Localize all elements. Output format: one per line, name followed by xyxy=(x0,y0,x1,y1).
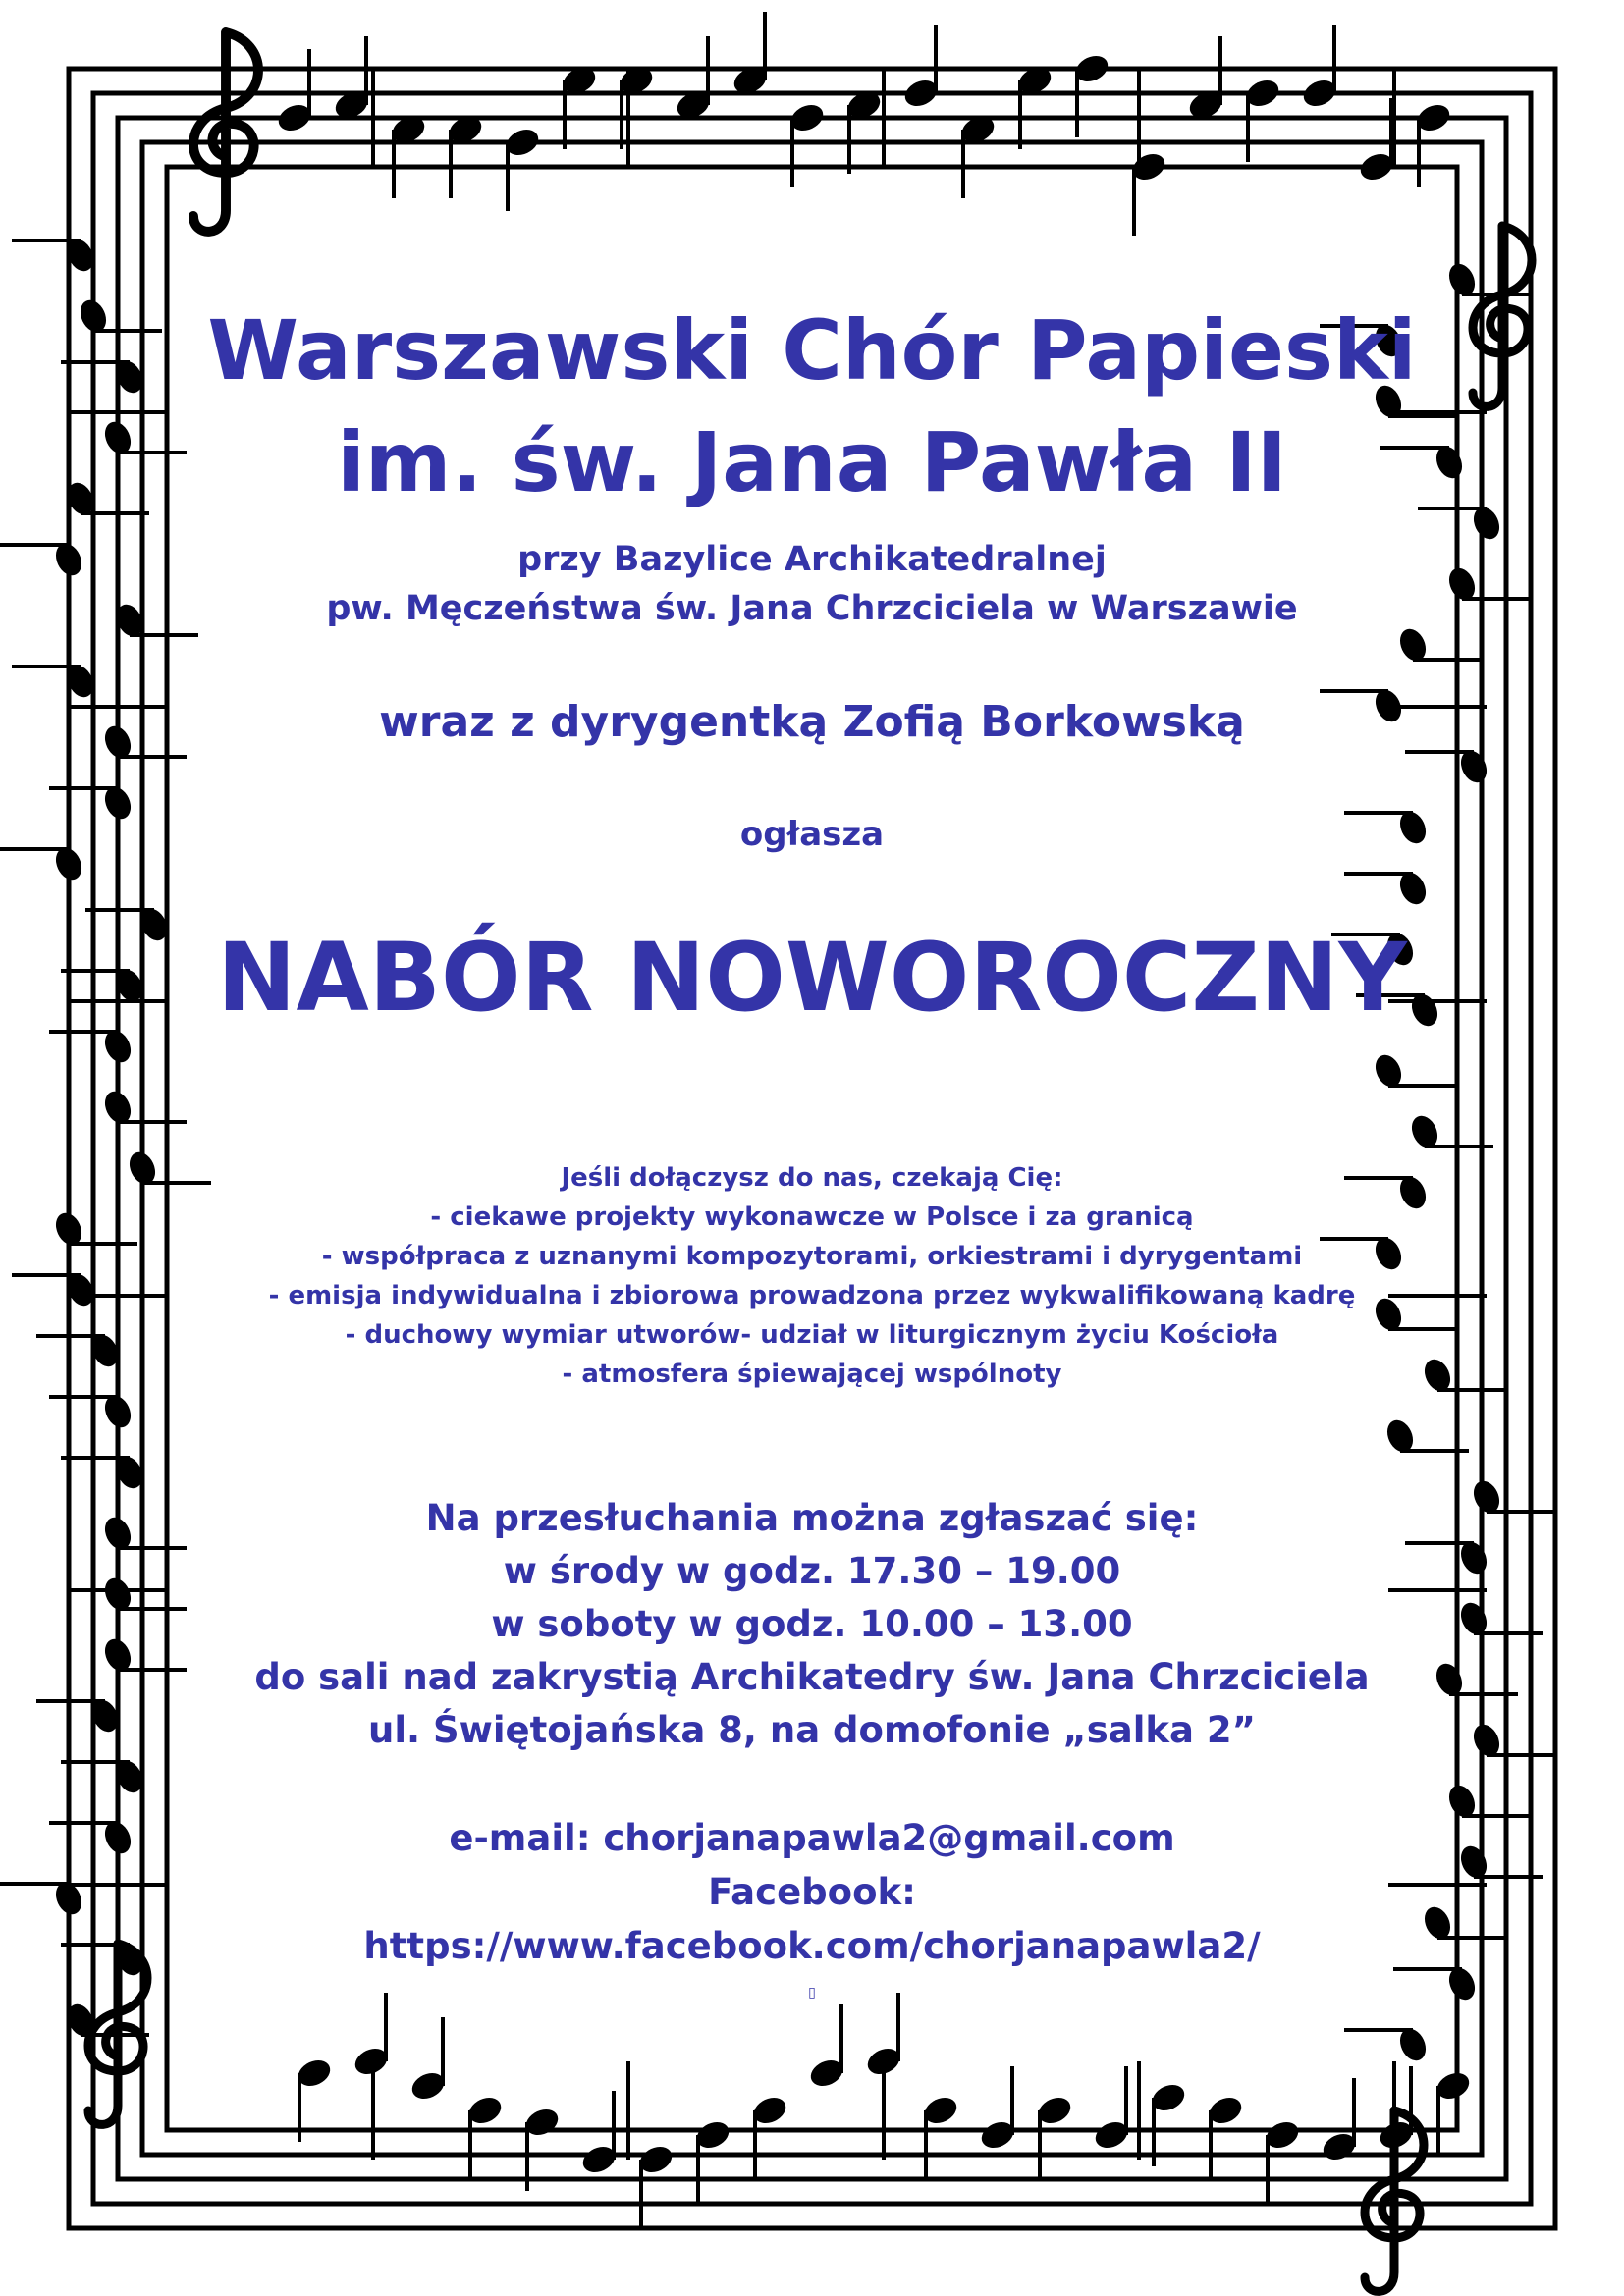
music-note-icon xyxy=(36,1696,123,1736)
music-note-icon xyxy=(1015,63,1056,149)
benefit-item: - atmosfera śpiewającej wspólnoty xyxy=(562,1360,1062,1389)
placeholder-glyph: ▯ xyxy=(808,1985,816,2001)
basilica-dedication: pw. Męczeństwa św. Jana Chrzciciela w Warszawie xyxy=(326,589,1298,628)
music-note-icon xyxy=(85,905,172,945)
music-note-icon xyxy=(958,112,999,198)
announces-word: ogłasza xyxy=(739,815,885,854)
music-note-icon xyxy=(617,63,657,149)
music-note-icon xyxy=(0,540,86,580)
conductor-line: wraz z dyrygentką Zofią Borkowską xyxy=(379,697,1245,747)
benefits-list xyxy=(187,1158,1437,1394)
music-note-icon xyxy=(560,63,600,149)
music-note-icon xyxy=(1186,36,1226,123)
music-note-icon xyxy=(844,87,885,174)
music-note-icon xyxy=(61,1757,147,1797)
benefit-item: - emisja indywidualna i zbiorowa prowadzona przez wykwalifikowaną kadrę xyxy=(268,1281,1356,1310)
music-note-icon xyxy=(63,479,149,519)
benefit-item: - współpraca z uznanymi kompozytorami, orkiestrami i dyrygentami xyxy=(321,1242,1303,1271)
music-note-icon xyxy=(674,36,714,123)
music-note-icon xyxy=(61,1940,147,1980)
music-note-icon xyxy=(731,12,771,98)
audition-place: do sali nad zakrystią Archikatedry św. Jana Chrzciciela xyxy=(254,1656,1370,1698)
music-note-icon xyxy=(61,1453,147,1493)
audition-wednesday: w środy w godz. 17.30 – 19.00 xyxy=(503,1550,1121,1592)
audition-info xyxy=(187,1492,1437,1757)
music-note-icon xyxy=(0,844,86,884)
audition-intro: Na przesłuchania można zgłaszać się: xyxy=(425,1497,1199,1539)
music-note-icon xyxy=(446,112,486,198)
treble-clef-icon xyxy=(1365,2110,1424,2291)
benefit-item: - ciekawe projekty wykonawcze w Polsce i za granicą xyxy=(430,1202,1194,1232)
choir-patron: im. św. Jana Pawła II xyxy=(337,414,1287,510)
audition-address: ul. Świętojańska 8, na domofonie „salka 2” xyxy=(368,1709,1256,1751)
basilica-line: przy Bazylice Archikatedralnej xyxy=(517,540,1107,579)
music-note-icon xyxy=(332,36,372,123)
music-note-icon xyxy=(36,1331,123,1371)
email-line[interactable]: e-mail: chorjanapawla2@gmail.com xyxy=(449,1817,1175,1859)
recruitment-headline: NABÓR NOWOROCZNY xyxy=(217,923,1407,1033)
audition-saturday: w soboty w godz. 10.00 – 13.00 xyxy=(491,1603,1133,1645)
music-note-icon xyxy=(1434,2068,1474,2155)
music-note-icon xyxy=(12,236,98,276)
facebook-label: Facebook: xyxy=(708,1871,916,1913)
benefits-intro: Jeśli dołączysz do nas, czekają Cię: xyxy=(561,1163,1063,1193)
benefit-item: - duchowy wymiar utworów- udział w liturgicznym życiu Kościoła xyxy=(345,1320,1279,1350)
contact-info xyxy=(187,1811,1437,1973)
music-note-icon xyxy=(389,112,429,198)
music-note-icon xyxy=(112,601,198,641)
music-note-icon xyxy=(12,662,98,702)
choir-name: Warszawski Chór Papieski xyxy=(207,302,1417,399)
music-note-icon xyxy=(12,1270,98,1310)
announcement-poster xyxy=(187,187,1437,2110)
music-note-icon xyxy=(61,357,147,398)
facebook-link[interactable]: https://www.facebook.com/chorjanapawla2/ xyxy=(363,1925,1261,1967)
